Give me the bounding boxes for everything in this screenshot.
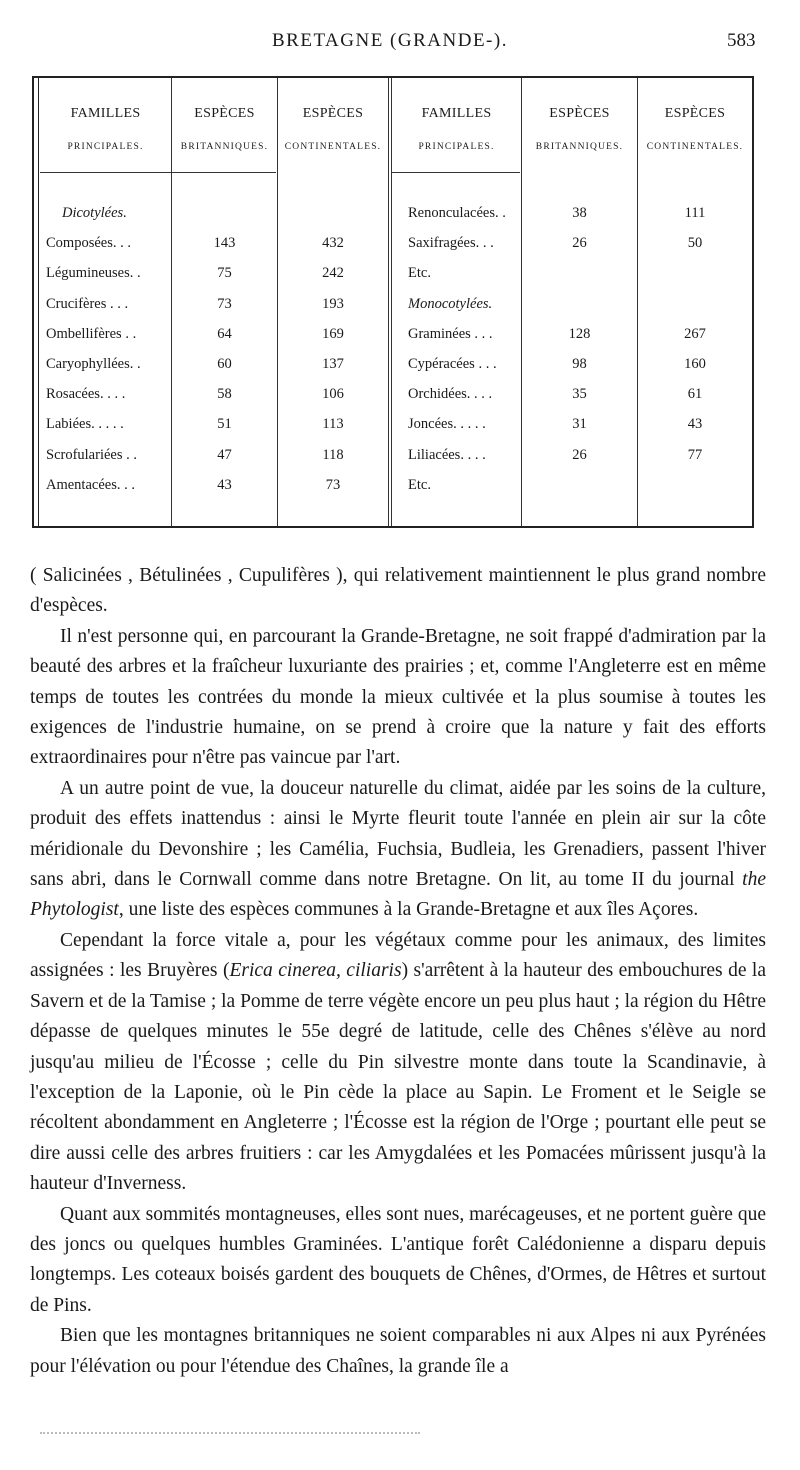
- paragraph: [30, 561, 766, 622]
- british-count: 75: [217, 265, 232, 282]
- header-line2: BRITANNIQUES.: [180, 142, 269, 152]
- family-name: Labiées. . . . .: [46, 416, 124, 433]
- family-name: Saxifragées. . .: [408, 235, 494, 252]
- header-line1: ESPÈCES: [664, 106, 726, 121]
- header-line2: PRINCIPALES.: [67, 142, 144, 152]
- continental-count: 77: [687, 446, 703, 463]
- running-title: BRETAGNE (GRANDE-).: [272, 30, 508, 51]
- paragraph: [30, 1321, 766, 1382]
- british-count: 38: [572, 205, 587, 221]
- header-line2: PRINCIPALES.: [418, 142, 495, 152]
- family-name: Etc.: [408, 265, 431, 282]
- continental-count: 43: [687, 416, 703, 433]
- family-name: Renonculacées. .: [408, 205, 506, 221]
- italic-text: Erica cinerea, ciliaris: [229, 960, 402, 982]
- continental-count: 242: [322, 265, 344, 282]
- british-count: 35: [572, 386, 587, 403]
- continental-count: 111: [684, 205, 706, 221]
- continental-count: 50: [687, 235, 703, 252]
- text-segment: ) s'arrêtent à la hauteur des embouchures de la Savern et de la Tamise ; la Pomme de terre végète encore un peu plus haut ; la région du Hêtre dépasse de quelques minutes le 55e degré de latitude, celle des Chênes s'élève au nord jusqu'au milieu de l'Écosse ; celle du Pin silvestre monte dans toute la Scandinavie, à l'exception de la Laponie, où le Pin cède la place au Sapin. Le Froment et le Seigle se récoltent abondamment en Angleterre ; l'Écosse est la région de l'Orge ; pourtant elle peut se dire aussi celle des arbres fruitiers : car les Amygdalées et les Pomacées mûrissent jusqu'à la hauteur d'Inverness.: [30, 960, 766, 1195]
- family-name: Graminées . . .: [408, 325, 493, 342]
- continental-count: 113: [322, 416, 344, 433]
- family-name: Liliacées. . . .: [408, 446, 486, 463]
- continental-count: 169: [322, 325, 344, 342]
- continental-count: 61: [687, 386, 703, 403]
- body-text: [30, 561, 766, 1382]
- header-line1: ESPÈCES: [194, 106, 255, 121]
- family-name: Ombellifères . .: [46, 325, 137, 342]
- continental-count: 160: [684, 356, 706, 372]
- continental-count: 106: [322, 386, 344, 403]
- header-line2: CONTINENTALES.: [284, 142, 382, 152]
- family-name: Joncées. . . . .: [408, 416, 486, 433]
- family-name: Orchidées. . . .: [408, 386, 493, 403]
- header-rule: [40, 172, 276, 173]
- continental-count: 193: [322, 295, 344, 312]
- page-number: 583: [727, 30, 756, 51]
- paragraph: [30, 622, 766, 774]
- british-count: 43: [217, 476, 232, 493]
- british-count: 47: [217, 446, 232, 463]
- header-line1: ESPÈCES: [549, 106, 610, 121]
- british-count: 73: [217, 295, 232, 312]
- family-name: Etc.: [408, 476, 431, 493]
- page-header: [0, 30, 800, 56]
- text-segment: Il n'est personne qui, en parcourant la Grande-Bretagne, ne soit frappé d'admiration par la beauté des arbres et la fraîcheur luxuriante des prairies ; et, comme l'Angleterre est en même temps de toutes les contrées du monde la mieux cultivée et la plus soumise à toutes les exigences de l'industrie humaine, on se prend à croire que la nature y fait des efforts extraordinaires pour n'être pas vaincue par l'art.: [30, 625, 766, 769]
- continental-count: 137: [322, 356, 344, 372]
- paragraph: [30, 774, 766, 926]
- header-line1: ESPÈCES: [302, 106, 364, 121]
- text-segment: A un autre point de vue, la douceur naturelle du climat, aidée par les soins de la culture, produit des effets inattendus : ainsi le Myrte fleurit toute l'année en plein air sur la côte méridionale du Devonshire ; les Camélia, Fuchsia, Budleia, les Grenadiers, passent l'hiver sans abri, dans le Cornwall comme dans notre Bretagne. On lit, au tome II du journal: [30, 777, 766, 891]
- table-left-rule: [38, 78, 39, 528]
- footer-rule: [40, 1432, 420, 1436]
- continental-count: 267: [684, 325, 706, 342]
- italic-text: the Phytologist: [30, 869, 766, 921]
- british-count: 31: [572, 416, 587, 433]
- british-count: 64: [217, 325, 232, 342]
- family-name: Légumineuses. .: [46, 265, 141, 282]
- family-name: Amentacées. . .: [46, 476, 135, 493]
- paragraph: [30, 926, 766, 1200]
- text-segment: ( Salicinées , Bétulinées , Cupulifères ), qui relativement maintiennent le plus grand nombre d'espèces.: [30, 565, 766, 617]
- british-count: 51: [217, 416, 232, 433]
- british-count: 26: [572, 446, 587, 463]
- text-segment: , une liste des espèces communes à la Grande-Bretagne et aux îles Açores.: [118, 899, 699, 921]
- family-name: Monocotylées.: [408, 295, 493, 312]
- header-line2: CONTINENTALES.: [646, 142, 744, 152]
- family-name: Composées. . .: [46, 235, 131, 252]
- header-line1: FAMILLES: [70, 106, 141, 121]
- british-count: 98: [572, 356, 587, 372]
- continental-count: 118: [322, 446, 344, 463]
- british-count: 128: [568, 325, 591, 342]
- text-segment: Quant aux sommités montagneuses, elles sont nues, marécageuses, et ne portent guère que des joncs ou quelques humbles Graminées. L'antique forêt Calédonienne a disparu depuis longtemps. Les coteaux boisés gardent des bouquets de Chênes, d'Ormes, de Hêtres et surtout de Pins.: [30, 1203, 766, 1316]
- family-name: Crucifères . . .: [46, 295, 129, 312]
- continental-count: 73: [325, 476, 341, 493]
- header-line1: FAMILLES: [421, 106, 492, 121]
- header-rule: [392, 172, 520, 173]
- family-name: Scrofulariées . .: [46, 446, 137, 463]
- british-count: 143: [213, 235, 236, 252]
- species-table: [32, 76, 754, 528]
- text-segment: Bien que les montagnes britanniques ne soient comparables ni aux Alpes ni aux Pyrénées pour l'élévation ou pour l'étendue des Chaînes, la grande île a: [30, 1325, 766, 1377]
- header-line2: BRITANNIQUES.: [535, 142, 624, 152]
- text-segment: Cependant la force vitale a, pour les végétaux comme pour les animaux, des limites assignées : les Bruyères (: [30, 929, 766, 982]
- continental-count: 432: [322, 235, 344, 252]
- family-name: Caryophyllées. .: [46, 356, 141, 372]
- british-count: 60: [217, 356, 232, 372]
- paragraph: [30, 1200, 766, 1322]
- family-name: Cypéracées . . .: [408, 356, 497, 372]
- british-count: 58: [217, 386, 232, 403]
- british-count: 26: [572, 235, 587, 252]
- family-name: Rosacées. . . .: [46, 386, 126, 403]
- family-name: Dicotylées.: [62, 205, 127, 221]
